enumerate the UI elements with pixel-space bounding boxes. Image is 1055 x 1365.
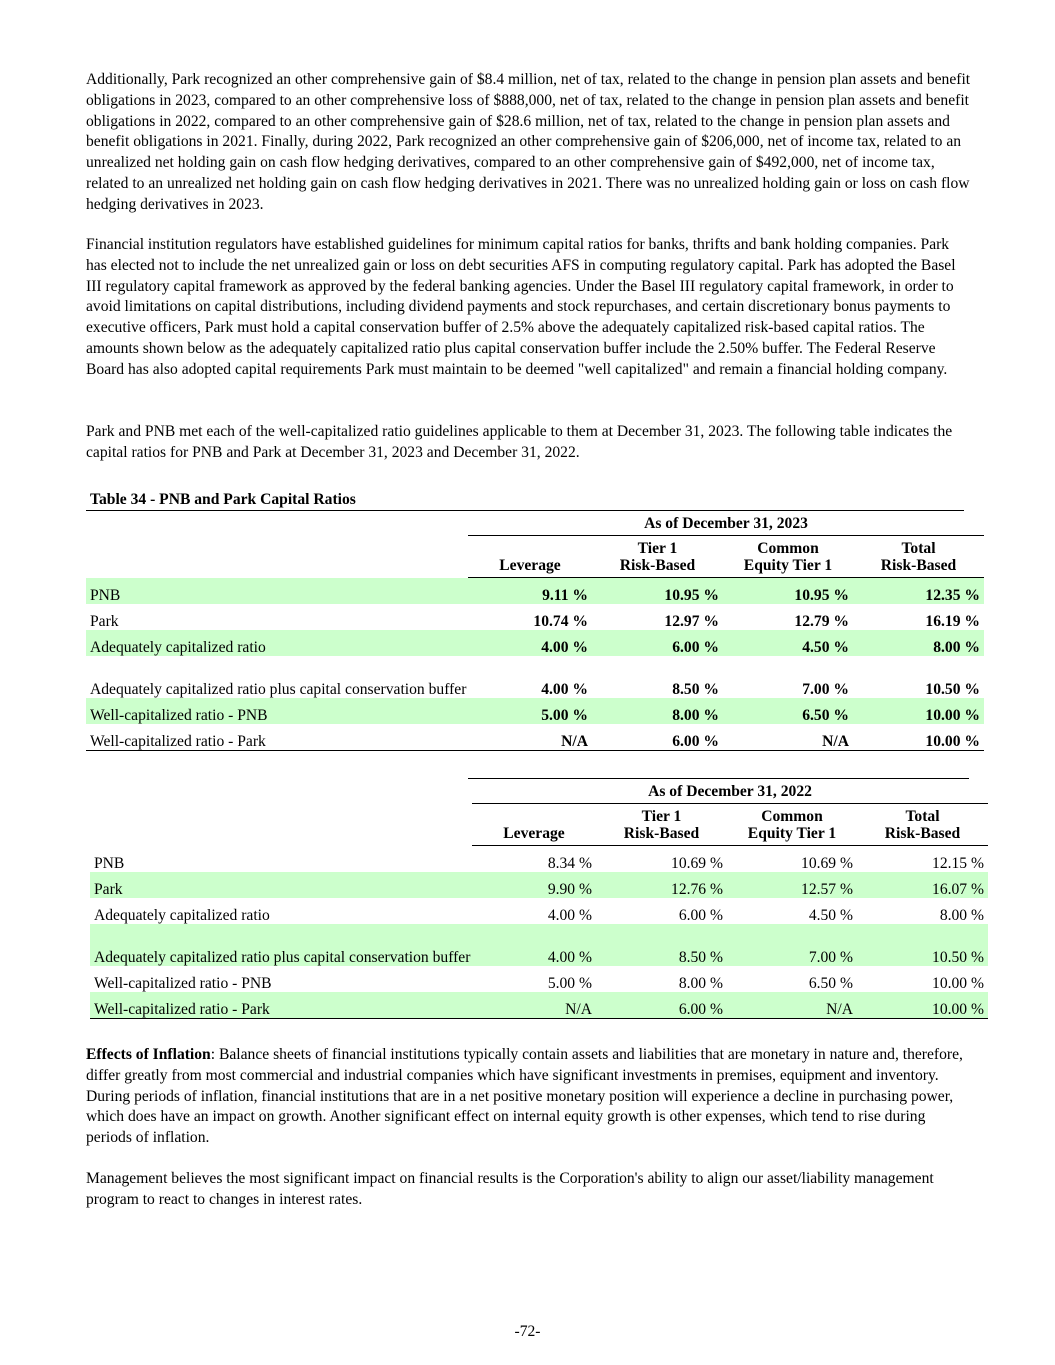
capital-ratios-table-2022: [90, 780, 988, 1019]
row-label: Adequately capitalized ratio: [94, 907, 270, 924]
table-title: Table 34 - PNB and Park Capital Ratios: [86, 490, 964, 511]
row-label: Park: [90, 613, 119, 630]
total-value: 8.00 %: [853, 630, 984, 656]
leverage-value: 4.00 %: [468, 630, 592, 656]
table-row: [86, 630, 984, 656]
row-label: Well-capitalized ratio - Park: [90, 992, 472, 1019]
tier1-value: 8.50 %: [596, 924, 727, 966]
row-label: PNB: [86, 578, 468, 605]
tier1-value: 8.00 %: [592, 698, 723, 724]
paragraph-pension-oci: Additionally, Park recognized an other comprehensive gain of $8.4 million, net of tax, related to the change in pension plan assets and benefit obligations in 2023, compared to an other comprehensive loss of $888,000, net of tax, related to the change in pension plan assets and benefit obligations in 2022, compared to an other comprehensive gain of $28.6 million, net of tax, related to the change in pension plan assets and benefit obligations in 2021. Finally, during 2022, Park recognized an other comprehensive gain of $206,000, net of income tax, related to an unrealized net holding gain on cash flow hedging derivatives, compared to an other comprehensive gain of $492,000, net of income tax, related to an unrealized net holding gain on cash flow hedging derivatives in 2021. There was no unrealized holding gain or loss on cash flow hedging derivatives in 2023.: [86, 71, 971, 213]
table-row: [90, 846, 988, 873]
column-header-total: Total Risk-Based: [853, 536, 984, 578]
total-value: 10.00 %: [853, 698, 984, 724]
tier1-value: 10.69 %: [671, 855, 723, 872]
total-value: 8.00 %: [939, 907, 984, 924]
table-2022-body: [90, 846, 988, 1019]
total-value: 16.07 %: [857, 872, 988, 898]
column-header-total: Total Risk-Based: [857, 804, 988, 846]
capital-ratios-table-2023: [86, 512, 984, 751]
leverage-value: 4.00 %: [547, 907, 592, 924]
column-header-tier1: Tier 1 Risk-Based: [592, 536, 723, 578]
table-row: [86, 578, 984, 605]
column-header-cet1: Common Equity Tier 1: [723, 536, 853, 578]
tier1-value: 10.95 %: [592, 578, 723, 605]
leverage-value: N/A: [468, 724, 592, 751]
page-number: -72-: [514, 1323, 541, 1340]
leverage-value: 4.00 %: [541, 681, 588, 698]
table-row: [86, 698, 984, 724]
row-label: Well-capitalized ratio - Park: [86, 724, 468, 751]
cet1-value: 7.00 %: [727, 924, 857, 966]
cet1-value: 6.50 %: [723, 698, 853, 724]
total-value: 10.50 %: [857, 924, 988, 966]
row-label: Well-capitalized ratio - PNB: [86, 698, 468, 724]
total-value: 12.15 %: [932, 855, 984, 872]
leverage-value: 4.00 %: [472, 924, 596, 966]
table-row: [90, 872, 988, 898]
table-2022-period-header: As of December 31, 2022: [472, 780, 988, 804]
table-row: [90, 966, 988, 992]
table-row: [86, 656, 984, 698]
cet1-value: 7.00 %: [802, 681, 849, 698]
table-row: [86, 604, 984, 630]
row-label: Adequately capitalized ratio plus capital conservation buffer: [90, 681, 467, 698]
column-header-leverage: Leverage: [472, 804, 596, 846]
cet1-value: 10.95 %: [723, 578, 853, 605]
paragraph-management: Management believes the most significant impact on financial results is the Corporation's ability to align our asset/liability management program to react to changes in interest rates.: [86, 1170, 934, 1208]
tier1-value: 6.00 %: [592, 630, 723, 656]
cet1-value: N/A: [723, 724, 853, 751]
table-row: [90, 924, 988, 966]
inflation-text: : Balance sheets of financial institutions typically contain assets and liabilities that are monetary in nature and, therefore, differ greatly from most commercial and industrial companies which have significant investments in premises, equipment and inventory. During periods of inflation, financial institutions that are in a net positive monetary position will experience a decline in purchasing power, which does have an impact on growth. Another significant effect on internal equity growth is other expenses, which tend to rise during periods of inflation.: [86, 1046, 963, 1147]
leverage-value: 8.34 %: [547, 855, 592, 872]
table-row: [90, 992, 988, 1019]
row-label: Park: [90, 872, 472, 898]
leverage-value: N/A: [472, 992, 596, 1019]
cet1-value: 4.50 %: [808, 907, 853, 924]
row-label: Well-capitalized ratio - PNB: [94, 975, 272, 992]
cet1-value: 10.69 %: [801, 855, 853, 872]
leverage-value: 5.00 %: [547, 975, 592, 992]
tier1-value: 6.00 %: [592, 724, 723, 751]
inflation-heading: Effects of Inflation: [86, 1046, 211, 1063]
total-value: 16.19 %: [925, 613, 980, 630]
row-label: Adequately capitalized ratio: [86, 630, 468, 656]
cet1-value: N/A: [727, 992, 857, 1019]
paragraph-well-capitalized: Park and PNB met each of the well-capitalized ratio guidelines applicable to them at December 31, 2023. The following table indicates the capital ratios for PNB and Park at December 31, 2023 and December 31, 2022.: [86, 423, 953, 461]
total-value: 10.00 %: [932, 975, 984, 992]
paragraph-capital-guidelines: Financial institution regulators have established guidelines for minimum capital ratios for banks, thrifts and bank holding companies. Park has elected not to include the net unrealized gain or loss on debt securities AFS in computing regulatory capital. Park has adopted the Basel III regulatory capital framework as approved by the federal banking agencies. Under the Basel III regulatory capital framework, in order to avoid limitations on capital distributions, including dividend payments and stock repurchases, and certain discretionary bonus payments to executive officers, Park must hold a capital conservation buffer of 2.5% above the adequately capitalized risk-based capital ratios. The amounts shown below as the adequately capitalized ratio plus capital conservation buffer include the 2.50% buffer. The Federal Reserve Board has also adopted capital requirements Park must maintain to be deemed "well capitalized" and remain a financial holding company.: [86, 236, 956, 378]
row-label: PNB: [94, 855, 125, 872]
tier1-value: 12.97 %: [664, 613, 719, 630]
table-row: [90, 898, 988, 924]
leverage-value: 9.90 %: [472, 872, 596, 898]
tier1-value: 6.00 %: [678, 907, 723, 924]
cet1-value: 6.50 %: [808, 975, 853, 992]
leverage-value: 10.74 %: [533, 613, 588, 630]
cet1-value: 12.57 %: [727, 872, 857, 898]
tier1-value: 8.00 %: [678, 975, 723, 992]
total-value: 12.35 %: [853, 578, 984, 605]
leverage-value: 5.00 %: [468, 698, 592, 724]
total-value: 10.50 %: [925, 681, 980, 698]
cet1-value: 12.79 %: [794, 613, 849, 630]
paragraph-inflation: [86, 1045, 971, 1149]
tier1-value: 8.50 %: [672, 681, 719, 698]
total-value: 10.00 %: [853, 724, 984, 751]
row-label: Adequately capitalized ratio plus capital conservation buffer: [90, 924, 472, 966]
total-value: 10.00 %: [857, 992, 988, 1019]
leverage-value: 9.11 %: [468, 578, 592, 605]
tier1-value: 6.00 %: [596, 992, 727, 1019]
column-header-leverage: Leverage: [468, 536, 592, 578]
table-2022-top-rule: [468, 778, 969, 779]
column-header-tier1: Tier 1 Risk-Based: [596, 804, 727, 846]
table-2023-body: [86, 578, 984, 751]
table-2023-period-header: As of December 31, 2023: [468, 512, 984, 536]
table-row: [86, 724, 984, 751]
column-header-cet1: Common Equity Tier 1: [727, 804, 857, 846]
tier1-value: 12.76 %: [596, 872, 727, 898]
cet1-value: 4.50 %: [723, 630, 853, 656]
